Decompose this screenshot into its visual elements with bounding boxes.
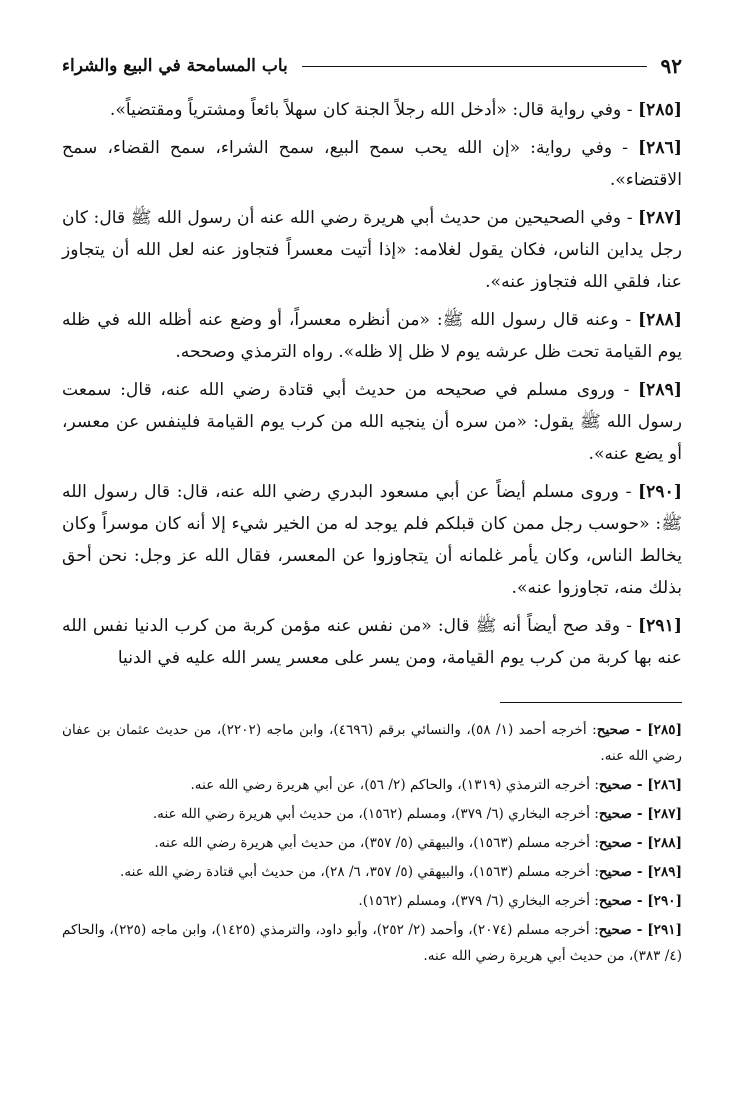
hadith-text: - وقد صح أيضاً أنه ﷺ قال: «من نفس عنه مؤمن كربة من كرب الدنيا نفس الله عنه بها كربة من كرب يوم القيامة، ومن يسر على معسر يسر الله عليه في الدنيا: [62, 616, 682, 668]
footnote-290: [62, 888, 682, 914]
hadith-text: - وفي الصحيحين من حديث أبي هريرة رضي الله عنه أن رسول الله ﷺ قال: كان رجل يداين الناس، فكان يقول لغلامه: «إذا أتيت معسراً فتجاوز عنه لعل الله أن يتجاوز عنا، فلقي الله فتجاوز عنه».: [62, 208, 682, 292]
hadith-number: [٢٨٦]: [638, 138, 682, 158]
footnote-number: [٢٨٦]: [647, 777, 682, 793]
footnote-grade: - صحيح: [598, 893, 648, 909]
running-header: [62, 48, 682, 84]
footnote-grade: - صحيح: [598, 806, 648, 822]
footnote-grade: - صحيح: [598, 864, 648, 880]
footnote-289: [62, 859, 682, 885]
header-rule: [302, 66, 647, 67]
chapter-title: باب المسامحة في البيع والشراء: [62, 56, 288, 76]
book-page: [62, 48, 682, 1068]
footnote-291: [62, 917, 682, 969]
hadith-text: - وروى مسلم في صحيحه من حديث أبي قتادة رضي الله عنه، قال: سمعت رسول الله ﷺ يقول: «من سره أن ينجيه الله من كرب يوم القيامة فلينفس عن معسر، أو يضع عنه».: [62, 380, 682, 464]
hadith-288: [62, 304, 682, 368]
footnote-text: : أخرجه البخاري (٦/ ٣٧٩)، ومسلم (١٥٦٢).: [358, 893, 599, 909]
footnote-text: : أخرجه مسلم (١٥٦٣)، والبيهقي (٥/ ٣٥٧)، من حديث أبي هريرة رضي الله عنه.: [154, 835, 599, 851]
hadith-text: - وفي رواية: «إن الله يحب سمح البيع، سمح الشراء، سمح القضاء، سمح الاقتضاء».: [62, 138, 682, 190]
hadith-text: - وروى مسلم أيضاً عن أبي مسعود البدري رضي الله عنه، قال: قال رسول الله ﷺ: «حوسب رجل ممن كان قبلكم فلم يوجد له من الخير شيء إلا أنه كان موسراً وكان يخالط الناس، وكان يأمر غلمانه أن يتجاوزوا عن المعسر، فقال الله عز وجل: نحن أحق بذلك منه، تجاوزوا عنه».: [62, 482, 682, 598]
footnote-287: [62, 801, 682, 827]
hadith-number: [٢٨٥]: [638, 100, 682, 120]
hadith-285: [62, 94, 682, 126]
hadith-number: [٢٨٧]: [638, 208, 682, 228]
hadith-number: [٢٩١]: [638, 616, 682, 636]
footnote-288: [62, 830, 682, 856]
hadith-289: [62, 374, 682, 470]
hadith-text: - وعنه قال رسول الله ﷺ: «من أنظره معسراً، أو وضع عنه أظله الله في ظله يوم القيامة تحت ظل عرشه يوم لا ظل إلا ظله». رواه الترمذي وصححه.: [62, 310, 682, 362]
hadith-291: [62, 610, 682, 674]
main-text: [62, 94, 682, 674]
page-number: ٩٢: [660, 54, 682, 78]
footnote-number: [٢٨٧]: [647, 806, 682, 822]
footnote-number: [٢٨٨]: [647, 835, 682, 851]
hadith-286: [62, 132, 682, 196]
footnotes: [62, 717, 682, 969]
footnote-text: : أخرجه الترمذي (١٣١٩)، والحاكم (٢/ ٥٦)، عن أبي هريرة رضي الله عنه.: [190, 777, 599, 793]
footnote-285: [62, 717, 682, 769]
footnote-text: : أخرجه مسلم (٢٠٧٤)، وأحمد (٢/ ٢٥٢)، وأبو داود، والترمذي (١٤٢٥)، وابن ماجه (٢٢٥)، والحاكم (٤/ ٣٨٣)، من حديث أبي هريرة رضي الله عنه.: [62, 922, 682, 964]
footnote-grade: - صحيح: [598, 777, 648, 793]
hadith-287: [62, 202, 682, 298]
hadith-number: [٢٩٠]: [638, 482, 682, 502]
footnote-grade: - صحيح: [598, 835, 648, 851]
footnote-number: [٢٨٩]: [647, 864, 682, 880]
footnote-rule: [500, 702, 682, 703]
footnote-286: [62, 772, 682, 798]
footnote-text: : أخرجه مسلم (١٥٦٣)، والبيهقي (٥/ ٣٥٧، ٦/ ٢٨)، من حديث أبي قتادة رضي الله عنه.: [120, 864, 599, 880]
hadith-number: [٢٨٩]: [638, 380, 682, 400]
footnote-text: : أخرجه أحمد (١/ ٥٨)، والنسائي برقم (٤٦٩٦)، وابن ماجه (٢٢٠٢)، من حديث عثمان بن عفان رضي الله عنه.: [62, 722, 682, 764]
footnote-grade: - صحيح: [596, 722, 648, 738]
footnote-number: [٢٨٥]: [647, 722, 682, 738]
footnote-number: [٢٩١]: [647, 922, 682, 938]
hadith-290: [62, 476, 682, 604]
hadith-text: - وفي رواية قال: «أدخل الله رجلاً الجنة كان سهلاً بائعاً ومشترياً ومقتضياً».: [109, 100, 639, 120]
hadith-number: [٢٨٨]: [638, 310, 682, 330]
footnote-grade: - صحيح: [598, 922, 648, 938]
footnote-number: [٢٩٠]: [647, 893, 682, 909]
footnote-text: : أخرجه البخاري (٦/ ٣٧٩)، ومسلم (١٥٦٢)، من حديث أبي هريرة رضي الله عنه.: [152, 806, 599, 822]
